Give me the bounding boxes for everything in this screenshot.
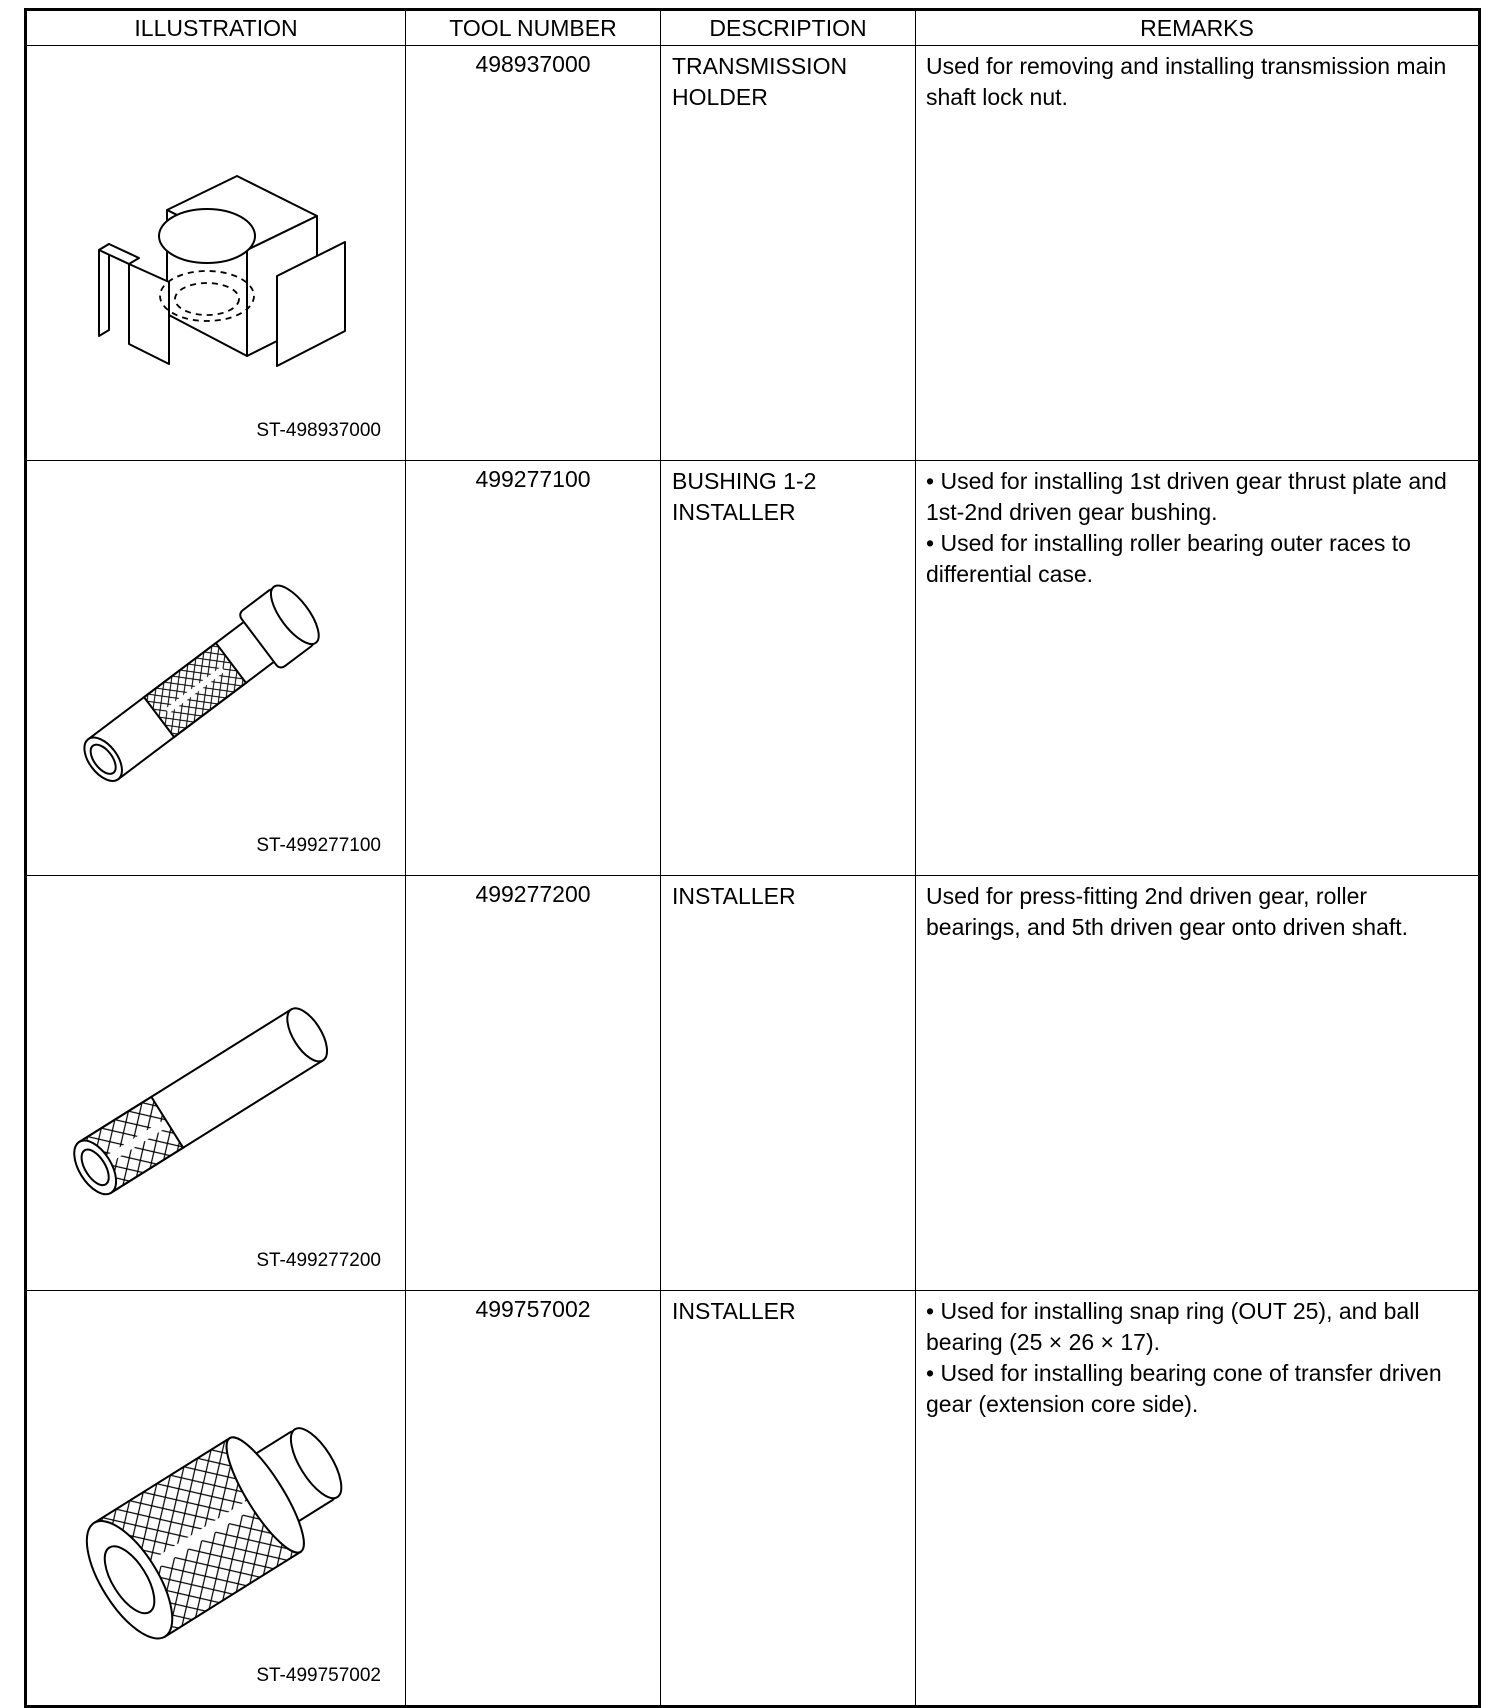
table-row xyxy=(26,461,1480,876)
installer-illustration xyxy=(47,916,387,1246)
remark-text: • Used for installing bearing cone of transfer driven gear (extension core side). xyxy=(926,1358,1468,1420)
tool-number: 498937000 xyxy=(406,46,661,461)
tool-description: TRANSMISSION HOLDER xyxy=(661,46,916,461)
header-illustration: ILLUSTRATION xyxy=(26,10,406,46)
illustration-cell xyxy=(26,46,406,461)
special-tools-table xyxy=(24,8,1481,1708)
tool-description: BUSHING 1-2 INSTALLER xyxy=(661,461,916,876)
remark-text: • Used for installing 1st driven gear thrust plate and 1st-2nd driven gear bushing. xyxy=(926,466,1468,528)
illustration-cell xyxy=(26,461,406,876)
tool-remarks xyxy=(916,46,1480,461)
illustration-code: ST-499277100 xyxy=(256,835,381,856)
remark-text: Used for removing and installing transmission main shaft lock nut. xyxy=(926,53,1447,110)
tool-description: INSTALLER xyxy=(661,876,916,1291)
header-tool-number: TOOL NUMBER xyxy=(406,10,661,46)
tool-number: 499757002 xyxy=(406,1291,661,1707)
table-row xyxy=(26,46,1480,461)
illustration-code: ST-498937000 xyxy=(256,420,381,441)
remark-text: Used for press-fitting 2nd driven gear, roller bearings, and 5th driven gear onto driven shaft. xyxy=(926,883,1409,940)
tool-number: 499277200 xyxy=(406,876,661,1291)
illustration-code: ST-499277200 xyxy=(256,1250,381,1271)
tool-remarks xyxy=(916,876,1480,1291)
illustration-code: ST-499757002 xyxy=(256,1665,381,1686)
header-description: DESCRIPTION xyxy=(661,10,916,46)
tool-remarks xyxy=(916,461,1480,876)
bushing-installer-illustration xyxy=(47,501,387,831)
table-row xyxy=(26,876,1480,1291)
table-row xyxy=(26,1291,1480,1707)
illustration-cell xyxy=(26,876,406,1291)
transmission-holder-illustration xyxy=(47,86,387,416)
tool-remarks xyxy=(916,1291,1480,1707)
header-row xyxy=(26,10,1480,46)
remark-text: • Used for installing snap ring (OUT 25), and ball bearing (25 × 26 × 17). xyxy=(926,1296,1468,1358)
tool-description: INSTALLER xyxy=(661,1291,916,1707)
header-remarks: REMARKS xyxy=(916,10,1480,46)
remark-text: • Used for installing roller bearing outer races to differential case. xyxy=(926,528,1468,590)
tool-number: 499277100 xyxy=(406,461,661,876)
illustration-cell xyxy=(26,1291,406,1707)
installer-large-illustration xyxy=(47,1331,387,1661)
